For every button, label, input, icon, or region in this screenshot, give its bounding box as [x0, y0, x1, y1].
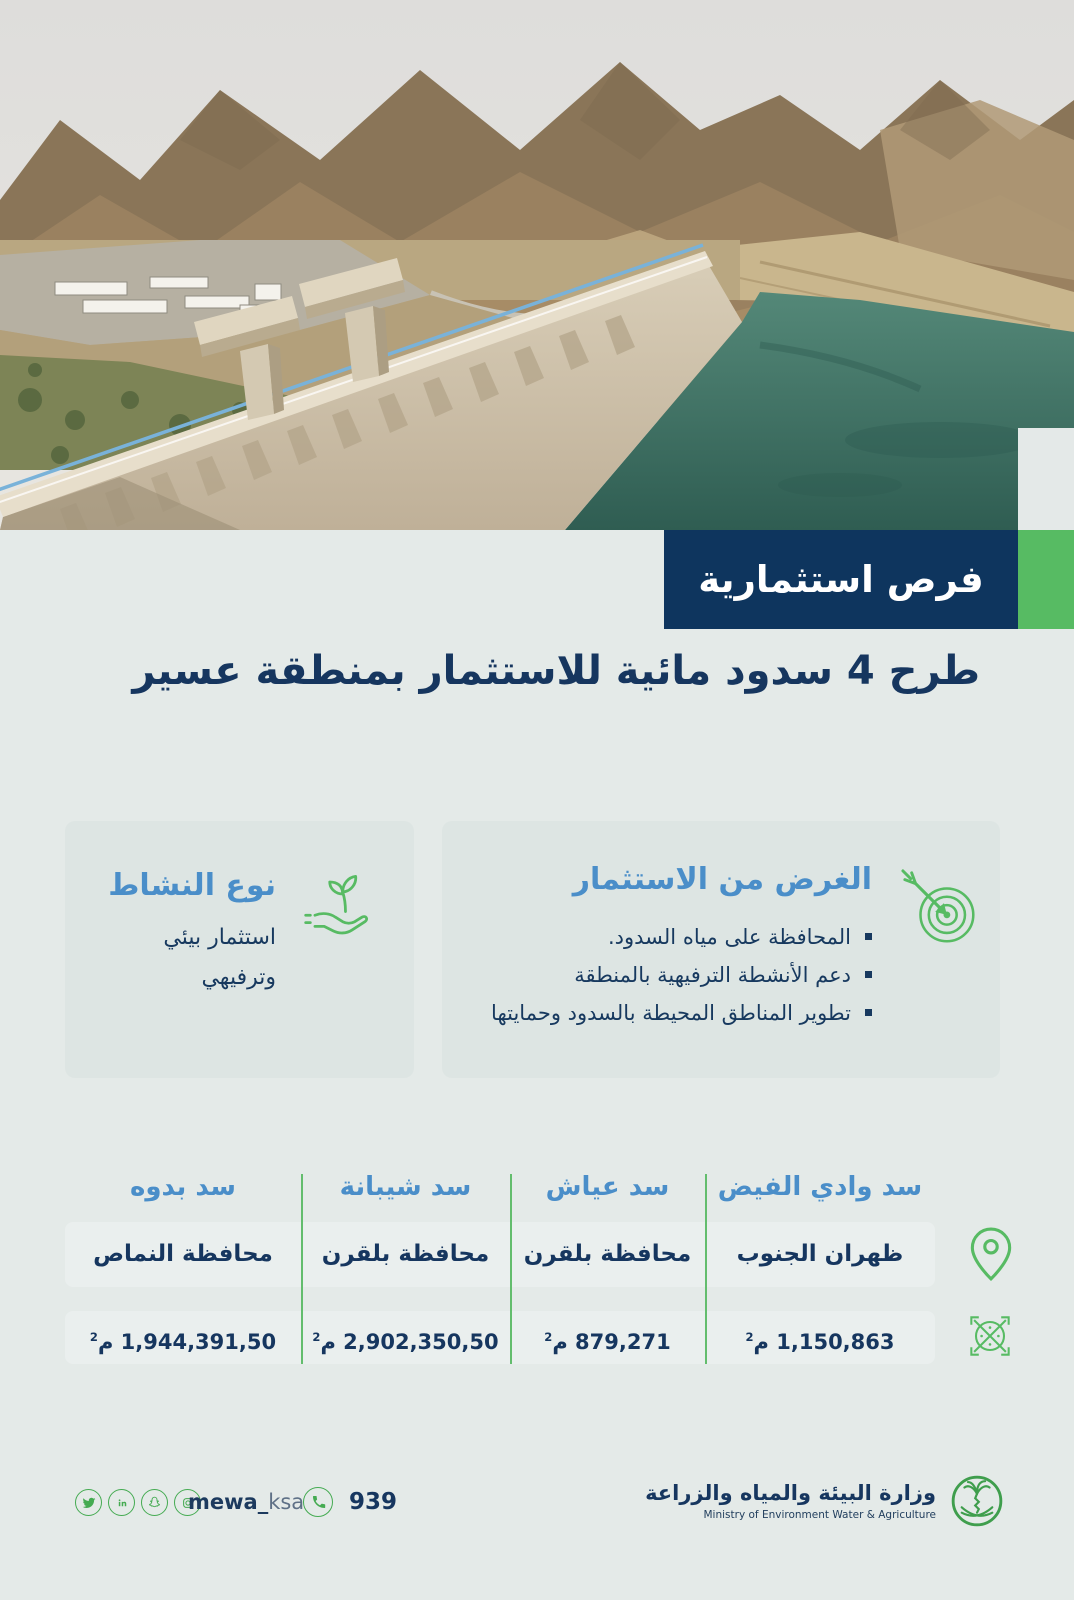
purpose-heading: الغرض من الاستثمار — [572, 862, 872, 897]
bullet-square-icon — [865, 971, 872, 978]
decor-green-square — [1018, 530, 1074, 629]
activity-line-1: استثمار بيئي — [163, 924, 276, 950]
location-pin-icon — [968, 1226, 1014, 1284]
dam-location: محافظة النماص — [93, 1241, 273, 1267]
banner-label: فرص استثمارية — [698, 558, 984, 601]
investment-purpose-box — [442, 821, 1000, 1078]
dam-photo-illustration — [0, 0, 1074, 530]
dam-location: ظهران الجنوب — [736, 1241, 904, 1267]
purpose-bullet-3: تطوير المناطق المحيطة بالسدود وحمايتها — [491, 994, 872, 1032]
page-title: طرح 4 سدود مائية للاستثمار بمنطقة عسير — [132, 648, 980, 694]
ministry-name-english: Ministry of Environment Water & Agriculture — [703, 1509, 936, 1522]
column-divider — [705, 1174, 707, 1364]
dam-name-shaybana: سد شيبانة — [339, 1172, 472, 1202]
phone-contact — [303, 1487, 397, 1517]
area-dimensions-icon — [962, 1308, 1018, 1364]
twitter-icon[interactable] — [75, 1489, 102, 1516]
ministry-signature — [645, 1474, 1004, 1528]
dam-name-wadi-alfaid: سد وادي الفيض — [717, 1172, 923, 1202]
column-divider — [301, 1174, 303, 1364]
activity-line-2: وترفيهي — [201, 964, 276, 990]
activity-heading: نوع النشاط — [108, 868, 276, 903]
dam-name-badwah: سد بدوه — [130, 1172, 236, 1202]
ministry-emblem-icon — [950, 1474, 1004, 1528]
phone-icon[interactable] — [303, 1487, 333, 1517]
purpose-bullet-2: دعم الأنشطة الترفيهية بالمنطقة — [491, 956, 872, 994]
dam-area: 1,150,863 م$^2$ — [745, 1330, 895, 1354]
social-icons — [75, 1489, 201, 1516]
linkedin-icon[interactable] — [108, 1489, 135, 1516]
dam-photo — [0, 0, 1074, 530]
phone-number: 939 — [349, 1489, 398, 1515]
bullet-square-icon — [865, 933, 872, 940]
banner-investment-opportunities — [664, 530, 1018, 629]
dam-area: 1,944,391,50 م$^2$ — [89, 1330, 277, 1354]
target-arrow-icon — [898, 863, 986, 955]
hand-plant-icon — [302, 869, 376, 943]
dam-location: محافظة بلقرن — [523, 1241, 692, 1267]
decor-light-square — [1018, 428, 1074, 530]
social-handle[interactable]: mewa_ksa — [188, 1490, 305, 1514]
dam-area: 2,902,350,50 م$^2$ — [312, 1330, 499, 1354]
dam-name-ayash: سد عياش — [545, 1172, 670, 1202]
column-divider — [510, 1174, 512, 1364]
dam-location: محافظة بلقرن — [321, 1241, 490, 1267]
snapchat-icon[interactable] — [141, 1489, 168, 1516]
bullet-square-icon — [865, 1009, 872, 1016]
activity-type-box — [65, 821, 414, 1078]
purpose-bullet-1: المحافظة على مياه السدود. — [491, 918, 872, 956]
ministry-name-arabic: وزارة البيئة والمياه والزراعة — [645, 1480, 936, 1505]
dam-area: 879,271 م$^2$ — [544, 1330, 671, 1354]
